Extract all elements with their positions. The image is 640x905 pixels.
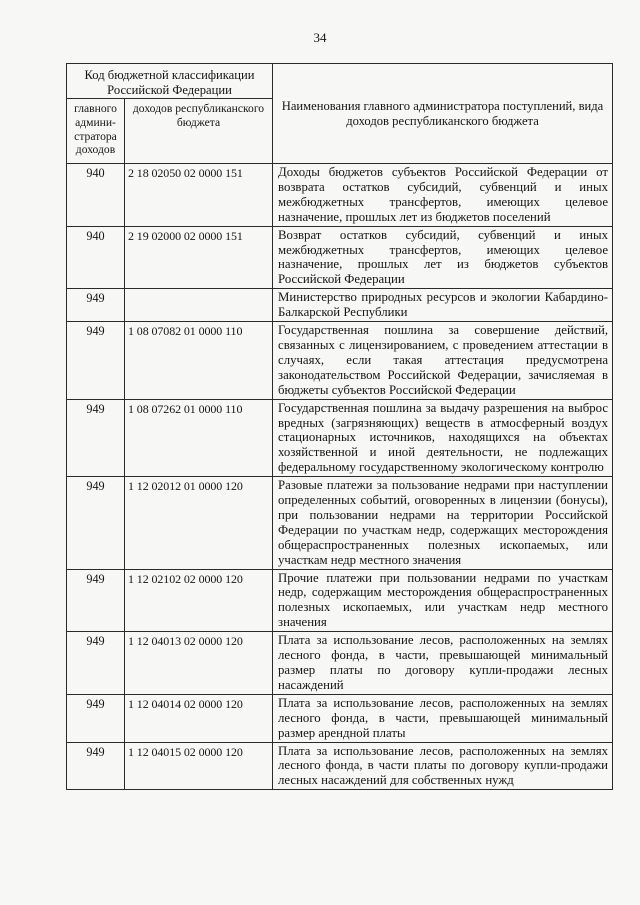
- income-name-cell: Министерство природных ресурсов и экологии Кабардино-Балкарской Республики: [273, 289, 613, 322]
- income-name-cell: Плата за использование лесов, расположенных на землях лесного фонда, в части, превышающей минимальный размер платы по договору купли-продажи лесных насаждений: [273, 632, 613, 695]
- table-row: [67, 477, 613, 569]
- table-row: [67, 632, 613, 695]
- income-name-cell: Плата за использование лесов, расположенных на землях лесного фонда, в части платы по договору купли-продажи лесных насаждений для собственных нужд: [273, 742, 613, 790]
- header-republic-income: доходов республиканского бюджета: [125, 99, 273, 164]
- income-code-cell: 2 18 02050 02 0000 151: [125, 164, 273, 227]
- income-code-cell: 1 12 02102 02 0000 120: [125, 569, 273, 632]
- income-code-cell: 1 12 02012 01 0000 120: [125, 477, 273, 569]
- admin-code-cell: 949: [67, 477, 125, 569]
- admin-code-cell: 949: [67, 289, 125, 322]
- admin-code-cell: 949: [67, 632, 125, 695]
- income-code-cell: 1 08 07082 01 0000 110: [125, 322, 273, 400]
- table-row: [67, 742, 613, 790]
- table-row: [67, 164, 613, 227]
- income-name-cell: Плата за использование лесов, расположенных на землях лесного фонда, в части, превышающей минимальный размер арендной платы: [273, 694, 613, 742]
- admin-code-cell: 940: [67, 226, 125, 289]
- table-row: [67, 289, 613, 322]
- table-header-row: [67, 64, 613, 99]
- income-code-cell: 1 12 04014 02 0000 120: [125, 694, 273, 742]
- header-chief-administrator: главного админи-стратора доходов: [67, 99, 125, 164]
- admin-code-cell: 949: [67, 694, 125, 742]
- income-code-cell: 1 08 07262 01 0000 110: [125, 399, 273, 477]
- table-row: [67, 399, 613, 477]
- income-code-cell: 1 12 04015 02 0000 120: [125, 742, 273, 790]
- header-classification-code: Код бюджетной классификации Российской Федерации: [67, 64, 273, 99]
- admin-code-cell: 949: [67, 569, 125, 632]
- budget-classification-table: [66, 63, 613, 790]
- income-name-cell: Государственная пошлина за совершение действий, связанных с лицензированием, с проведением аттестации в случаях, если такая аттестация предусмотрена законодательством Российской Федерации, зачисляемая в бюджеты субъектов Российской Федерации: [273, 322, 613, 400]
- income-name-cell: Прочие платежи при пользовании недрами по участкам недр, содержащим месторождения общераспространенных полезных ископаемых, или участкам недр местного значения: [273, 569, 613, 632]
- admin-code-cell: 949: [67, 322, 125, 400]
- header-name-column: Наименования главного администратора поступлений, вида доходов республиканского бюджета: [273, 64, 613, 164]
- page-number: 34: [313, 30, 327, 45]
- income-code-cell: 1 12 04013 02 0000 120: [125, 632, 273, 695]
- admin-code-cell: 949: [67, 742, 125, 790]
- income-name-cell: Государственная пошлина за выдачу разрешения на выброс вредных (загрязняющих) веществ в атмосферный воздух стационарных источников, находящихся на объектах хозяйственной и иной деятельности, не подлежащих федеральному государственному экологическому контролю: [273, 399, 613, 477]
- admin-code-cell: 949: [67, 399, 125, 477]
- table-row: [67, 569, 613, 632]
- income-name-cell: Возврат остатков субсидий, субвенций и иных межбюджетных трансфертов, имеющих целевое назначение, прошлых лет из бюджетов субъектов Российской Федерации: [273, 226, 613, 289]
- table-row: [67, 322, 613, 400]
- income-code-cell: 2 19 02000 02 0000 151: [125, 226, 273, 289]
- admin-code-cell: 940: [67, 164, 125, 227]
- table-row: [67, 226, 613, 289]
- table-body: [67, 164, 613, 790]
- income-code-cell: [125, 289, 273, 322]
- income-name-cell: Доходы бюджетов субъектов Российской Федерации от возврата остатков субсидий, субвенций и иных межбюджетных трансфертов, имеющих целевое назначение, прошлых лет из бюджетов поселений: [273, 164, 613, 227]
- table-row: [67, 694, 613, 742]
- income-name-cell: Разовые платежи за пользование недрами при наступлении определенных событий, оговоренных в лицензии (бонусы), при пользовании недрами на территории Российской Федерации по участкам недр, содержащих месторождения общераспространенных полезных ископаемых, или участкам недр местного значения: [273, 477, 613, 569]
